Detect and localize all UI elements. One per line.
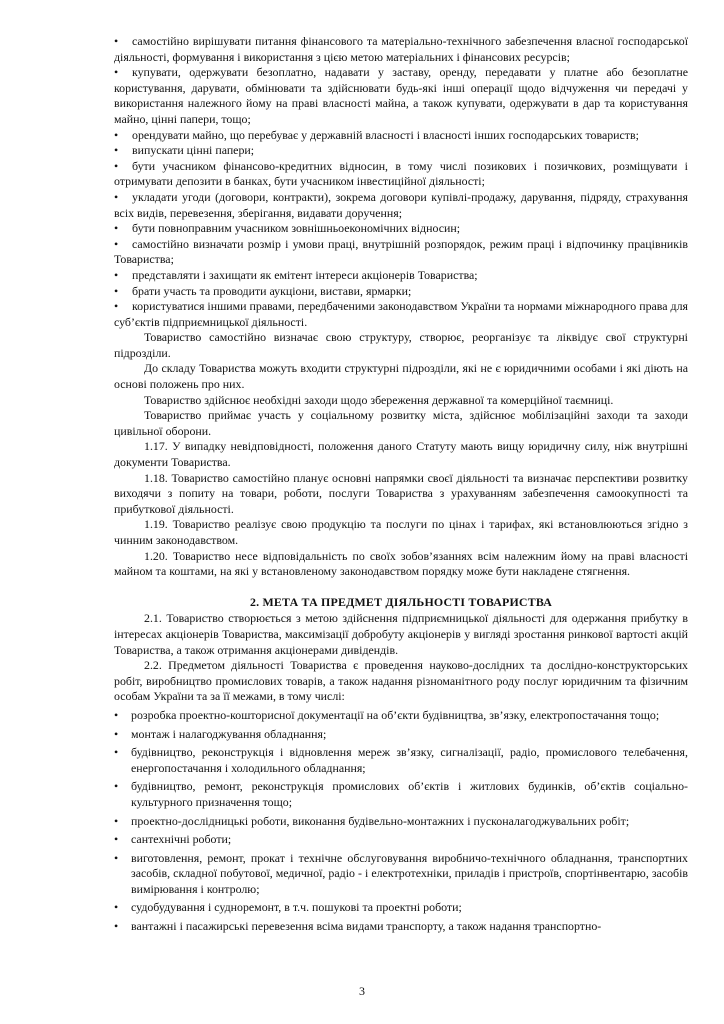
- list-item: • бути повноправним учасником зовнішньоекономічних відносин;: [114, 221, 688, 237]
- paragraph: Товариство здійснює необхідні заходи щодо збереження державної та комерційної таємниці.: [144, 392, 614, 407]
- purpose-paragraphs: [114, 611, 688, 705]
- list-item: • монтаж і налагоджування обладнання;: [114, 727, 688, 743]
- list-item: • будівництво, ремонт, реконструкція промислових об’єктів і житлових будинків, об’єктів соціально-культурного призначення тощо;: [114, 779, 688, 810]
- page-number: 3: [359, 984, 365, 998]
- paragraph: 2.2. Предметом діяльності Товариства є проведення науково-дослідних та дослідно-конструкторських робіт, виробництво промислових товарів, а також надання різноманітного роду послуг юридичним та фізичним особам України та за її межами, в тому числі:: [114, 658, 688, 704]
- list-item: • бути учасником фінансово-кредитних відносин, в тому числі позикових і позичкових, розміщувати і отримувати депозити в банках, бути учасником інвестиційної діяльності;: [114, 159, 688, 190]
- charter-paragraphs: [114, 330, 688, 580]
- paragraph: 2.1. Товариство створюється з метою здійснення підприємницької діяльності для одержання прибутку в інтересах акціонерів Товариства, максимізації добробуту акціонерів у вигляді зростання ринкової вартості акцій Товариства, а також отримання акціонерами дивідендів.: [114, 611, 688, 657]
- list-item: • самостійно вирішувати питання фінансового та матеріально-технічного забезпечення власної господарської діяльності, формування і використання з цією метою матеріальних і фінансових ресурсів;: [114, 34, 688, 65]
- paragraph: 1.18. Товариство самостійно планує основні напрямки своєї діяльності та визначає перспективи розвитку виходячи з попиту на товари, роботи, послуги Товариства з урахуванням забезпечення самоокупності та прибуткової діяльності.: [114, 470, 688, 516]
- paragraph: 1.19. Товариство реалізує свою продукцію та послуги по цінах і тарифах, які встановлюються згідно з чинним законодавством.: [114, 517, 688, 547]
- list-item: • розробка проектно-кошторисної документації на об’єкти будівництва, зв’язку, електропостачання тощо;: [114, 708, 688, 724]
- list-item: • будівництво, реконструкція і відновлення мереж зв’язку, сигналізації, радіо, промислового телебачення, енергопостачання і холодильного обладнання;: [114, 745, 688, 776]
- section-title: 2. МЕТА ТА ПРЕДМЕТ ДІЯЛЬНОСТІ ТОВАРИСТВА: [250, 594, 552, 609]
- paragraph: 1.20. Товариство несе відповідальність по своїх зобов’язаннях всім належним йому на праві власності майном та коштами, на які у встановленому законодавством порядку може бути накладене стягнення.: [114, 548, 688, 579]
- list-item: • купувати, одержувати безоплатно, надавати у заставу, оренду, передавати у платне або безоплатне користування, дарувати, обмінювати та здійснювати будь-які інші операції щодо відчуження чи передачі у використання належного йому на праві власності майна, а також купувати, одержувати в дар та користування майно, цінні папери, тощо;: [114, 65, 688, 127]
- list-item: • сантехнічні роботи;: [114, 832, 688, 848]
- list-item: • випускати цінні папери;: [114, 143, 688, 159]
- list-item: • брати участь та проводити аукціони, вистави, ярмарки;: [114, 284, 688, 300]
- list-item: • орендувати майно, що перебуває у державній власності і власності інших господарських товариств;: [114, 128, 688, 144]
- list-item: • користуватися іншими правами, передбаченими законодавством України та нормами міжнародного права для суб’єктів підприємницької діяльності.: [114, 299, 688, 330]
- page-content: [114, 34, 688, 935]
- list-item: • виготовлення, ремонт, прокат і технічне обслуговування виробничо-технічного обладнання, транспортних засобів, складної побутової, медичної, радіо - і електротехніки, приладів і пристроїв, спортінвентарю, засобів вимірювання і контролю;: [114, 851, 688, 898]
- list-item: • вантажні і пасажирські перевезення всіма видами транспорту, а також надання транспортно-: [114, 919, 688, 935]
- list-item: • проектно-дослідницькі роботи, виконання будівельно-монтажних і пусконалагоджувальних робіт;: [114, 814, 688, 830]
- paragraph: Товариство приймає участь у соціальному розвитку міста, здійснює мобілізаційні заходи та заходи цивільної оборони.: [114, 408, 688, 438]
- list-item: • представляти і захищати як емітент інтереси акціонерів Товариства;: [114, 268, 688, 284]
- list-item: • самостійно визначати розмір і умови праці, внутрішній розпорядок, режим праці і відпочинку працівників Товариства;: [114, 237, 688, 268]
- capabilities-list: [114, 34, 688, 330]
- activities-list: [114, 708, 688, 935]
- paragraph: Товариство самостійно визначає свою структуру, створює, реорганізує та ліквідує свої структурні підрозділи.: [114, 330, 688, 360]
- paragraph: До складу Товариства можуть входити структурні підрозділи, які не є юридичними особами і які діють на основі положень про них.: [114, 361, 688, 392]
- list-item: • судобудування і судноремонт, в т.ч. пошукові та проектні роботи;: [114, 900, 688, 916]
- paragraph: 1.17. У випадку невідповідності, положення даного Статуту мають вищу юридичну силу, ніж внутрішні документи Товариства.: [114, 439, 688, 470]
- list-item: • укладати угоди (договори, контракти), зокрема договори купівлі-продажу, дарування, підряду, страхування всіх видів, перевезення, зберігання, видавати доручення;: [114, 190, 688, 221]
